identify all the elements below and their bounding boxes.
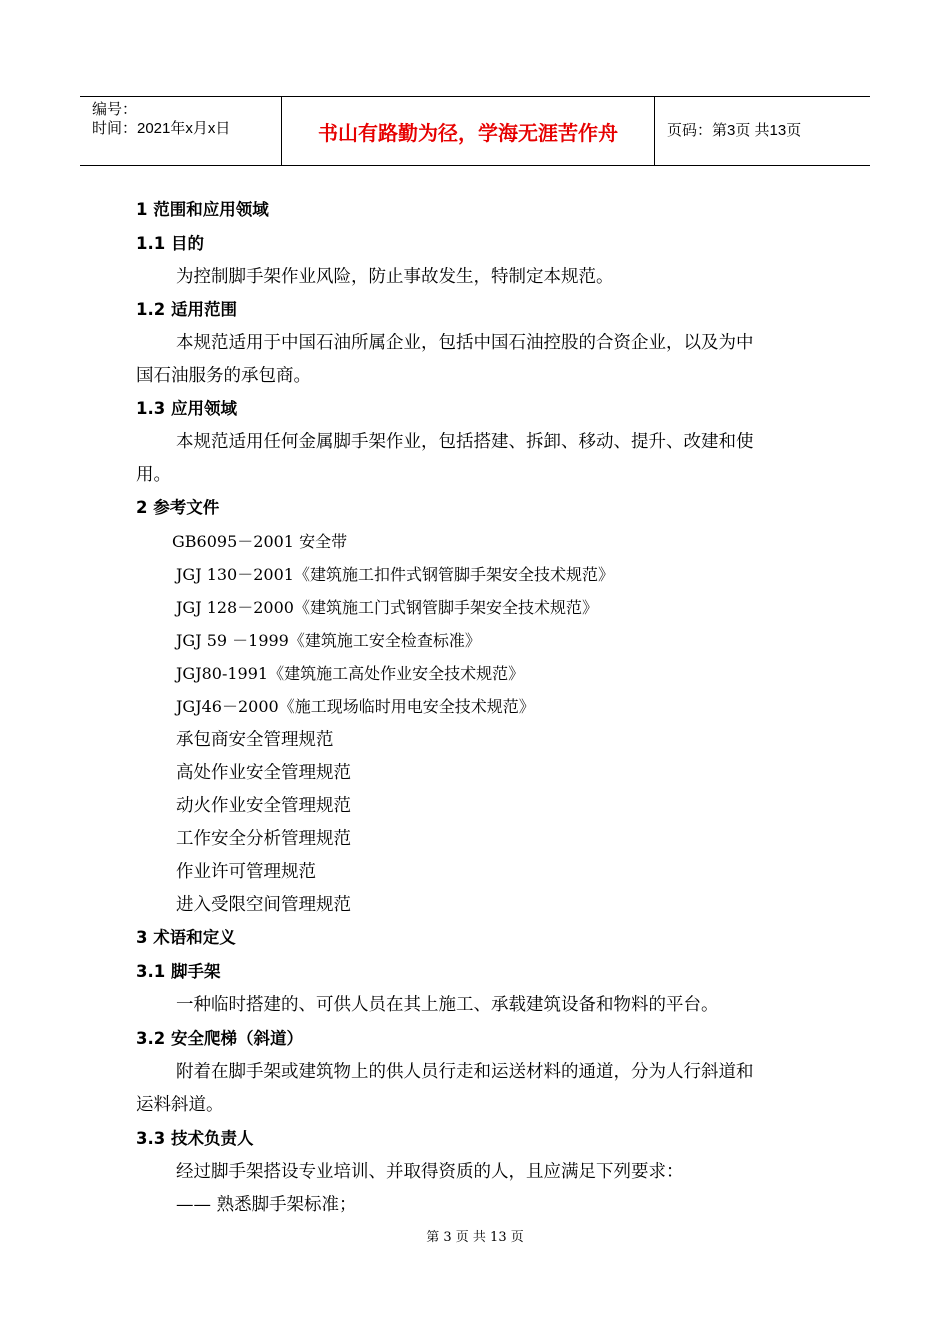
page-footer: 第 3 页 共 13 页: [426, 1230, 524, 1245]
doc-time-label: 时间：2021年x月x日: [92, 120, 231, 137]
doc-code-label: 编号：: [92, 101, 138, 118]
section-1-2-text-line-1: 本规范适用于中国石油所属企业，包括中国石油控股的合资企业，以及为中: [176, 333, 754, 353]
header-info-cell: [80, 97, 281, 165]
section-3-2-text-line-1: 附着在脚手架或建筑物上的供人员行走和运送材料的通道，分为人行斜道和: [176, 1062, 754, 1082]
reference-item: JGJ 59 －1999《建筑施工安全检查标准》: [176, 631, 481, 650]
section-1-2-text-line-2: 国石油服务的承包商。: [136, 366, 311, 386]
reference-item: 动火作业安全管理规范: [176, 796, 351, 816]
section-3-1-title: 3.1 脚手架: [136, 962, 221, 981]
section-1-3-text-line-2: 用。: [136, 465, 171, 485]
header-motto: 书山有路勤为径，学海无涯苦作舟: [318, 121, 618, 145]
reference-item: JGJ 128－2000《建筑施工门式钢管脚手架安全技术规范》: [176, 598, 598, 617]
reference-item: 承包商安全管理规范: [176, 730, 334, 750]
header-page-label: 页码：第3页 共13页: [667, 122, 802, 139]
section-3-2-title: 3.2 安全爬梯（斜道）: [136, 1029, 303, 1048]
section-3-2-text-line-2: 运料斜道。: [136, 1095, 224, 1115]
document-header: [80, 96, 870, 166]
reference-item: 高处作业安全管理规范: [176, 763, 351, 783]
reference-item: JGJ80-1991《建筑施工高处作业安全技术规范》: [176, 664, 525, 683]
reference-item: 作业许可管理规范: [176, 862, 316, 882]
section-1-3-title: 1.3 应用领域: [136, 399, 237, 418]
reference-item: 工作安全分析管理规范: [176, 829, 351, 849]
header-page-cell: [655, 97, 870, 165]
reference-item: JGJ46－2000《施工现场临时用电安全技术规范》: [176, 697, 535, 716]
section-1-2-title: 1.2 适用范围: [136, 300, 237, 319]
reference-item: 进入受限空间管理规范: [176, 895, 351, 915]
section-1-3-text-line-1: 本规范适用任何金属脚手架作业，包括搭建、拆卸、移动、提升、改建和使: [176, 432, 754, 452]
section-3-3-list-item: —— 熟悉脚手架标准；: [176, 1195, 357, 1215]
section-1-1-title: 1.1 目的: [136, 234, 204, 253]
section-3-title: 3 术语和定义: [136, 928, 236, 947]
header-motto-cell: [281, 97, 655, 165]
section-1-title: 1 范围和应用领域: [136, 200, 269, 219]
section-2-title: 2 参考文件: [136, 498, 220, 517]
section-3-3-text: 经过脚手架搭设专业培训、并取得资质的人，且应满足下列要求：: [176, 1162, 684, 1182]
reference-item: GB6095－2001 安全带: [172, 532, 348, 551]
section-3-1-text: 一种临时搭建的、可供人员在其上施工、承载建筑设备和物料的平台。: [176, 995, 719, 1015]
section-1-1-text: 为控制脚手架作业风险，防止事故发生，特制定本规范。: [176, 267, 614, 287]
section-3-3-title: 3.3 技术负责人: [136, 1129, 254, 1148]
reference-item: JGJ 130－2001《建筑施工扣件式钢管脚手架安全技术规范》: [176, 565, 614, 584]
